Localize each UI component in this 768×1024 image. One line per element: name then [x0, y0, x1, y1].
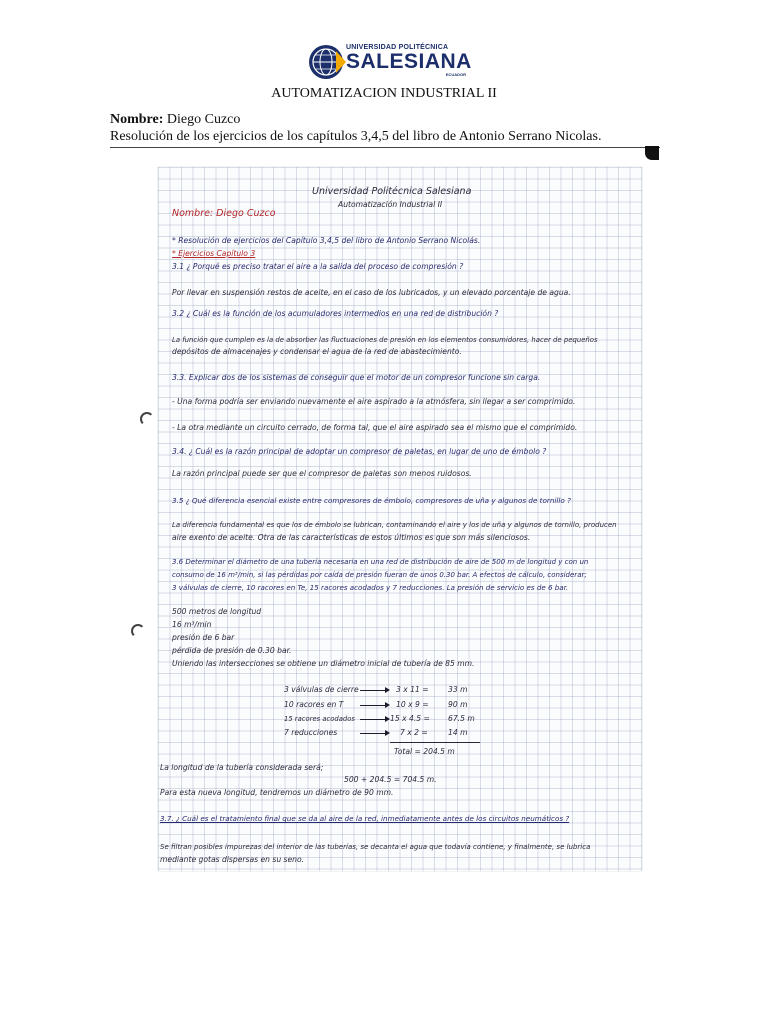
question-3-6-line-1: 3.6 Determinar el diámetro de una tubería necesaria en una red de distribución de aire de 500 m de longitud y con un	[172, 558, 589, 566]
margin-hole-mark	[140, 412, 154, 426]
logo-university-line: UNIVERSIDAD POLITÉCNICA	[346, 44, 449, 51]
table-item: 3 válvulas de cierre	[284, 685, 359, 694]
table-item: 10 racores en T	[284, 700, 344, 709]
question-3-4: 3.4. ¿ Cuál es la razón principal de adoptar un compresor de paletas, en lugar de uno de émbolo ?	[172, 447, 547, 456]
question-3-7: 3.7. ¿ Cuál es el tratamiento final que se da al aire de la red, inmediatamente antes de los circuitos neumáticos ?	[160, 814, 570, 823]
table-result: 90 m	[448, 700, 468, 709]
name-label: Nombre:	[110, 112, 164, 127]
chapter-heading: * Ejercicios Capítulo 3	[172, 249, 256, 258]
arrow-icon	[360, 705, 388, 706]
given-pressure: presión de 6 bar	[172, 633, 235, 642]
table-item: 15 racores acodados	[284, 715, 355, 723]
notebook-name-line: Nombre: Diego Cuzco	[172, 208, 276, 219]
question-3-5: 3.5 ¿ Qué diferencia esencial existe entre compresores de émbolo, compresores de uña y algunos de tornillo ?	[172, 496, 571, 505]
answer-3-2-line-1: La función que cumplen es la de absorber las fluctuaciones de presión en los elementos consumidores, hacer de pequeños	[172, 336, 598, 344]
course-title: AUTOMATIZACION INDUSTRIAL II	[271, 86, 497, 101]
logo-name: SALESIANA	[346, 50, 472, 73]
arrow-icon	[360, 719, 388, 720]
length-calculation: 500 + 204.5 = 704.5 m.	[344, 775, 437, 784]
assignment-description: Resolución de los ejercicios de los capítulos 3,4,5 del libro de Antonio Serrano Nicolas.	[110, 129, 602, 144]
question-3-6-line-2: consumo de 16 m³/min, si las pérdidas por caída de presión fueran de unos 0.30 bar. A efectos de cálculo, considerar;	[172, 571, 587, 579]
arrow-icon	[360, 733, 388, 734]
notebook-intro: * Resolución de ejercicios del Capítulo 3,4,5 del libro de Antonio Serrano Nicolás.	[172, 236, 481, 245]
table-item: 7 reducciones	[284, 728, 338, 737]
diameter-conclusion: Para esta nueva longitud, tendremos un diámetro de 90 mm.	[160, 788, 394, 797]
student-name-line	[110, 112, 240, 128]
calculation-intro: Uniendo las intersecciones se obtiene un diámetro inicial de tubería de 85 mm.	[172, 659, 475, 668]
table-result: 67.5 m	[448, 714, 475, 723]
length-statement: La longitud de la tubería considerada será;	[160, 763, 324, 772]
sum-line	[390, 742, 480, 743]
given-length: 500 metros de longitud	[172, 607, 262, 616]
scanned-notebook-page	[158, 167, 642, 871]
answer-3-3-line-2: - La otra mediante un circuito cerrado, de forma tal, que el aire aspirado sea el mismo que el comprimido.	[172, 423, 578, 432]
table-total: Total = 204.5 m	[394, 747, 455, 756]
answer-3-5-line-1: La diferencia fundamental es que los de émbolo se lubrican, contaminando el aire y los de uña y algunos de tornillo, producen	[172, 521, 617, 529]
table-calc: 7 x 2 =	[400, 728, 428, 737]
table-result: 14 m	[448, 728, 468, 737]
question-3-1: 3.1 ¿ Porqué es preciso tratar el aire a la salida del proceso de compresión ?	[172, 262, 464, 271]
answer-3-7-line-2: mediante gotas dispersas en su seno.	[160, 855, 305, 864]
logo-text	[346, 44, 496, 77]
logo-country: ECUADOR	[445, 72, 466, 77]
table-calc: 15 x 4.5 =	[390, 714, 430, 723]
table-result: 33 m	[448, 685, 468, 694]
question-3-3: 3.3. Explicar dos de los sistemas de conseguir que el motor de un compresor funcione sin carga.	[172, 373, 541, 382]
notebook-title-2: Automatización Industrial II	[338, 200, 443, 209]
given-pressure-loss: pérdida de presión de 0.30 bar.	[172, 646, 292, 655]
answer-3-3-line-1: - Una forma podría ser enviando nuevamente el aire aspirado a la atmósfera, sin llegar a ser comprimido.	[172, 397, 576, 406]
notebook-title-1: Universidad Politécnica Salesiana	[312, 186, 472, 197]
answer-3-4: La razón principal puede ser que el compresor de paletas son menos ruidosos.	[172, 469, 472, 478]
question-3-6-line-3: 3 válvulas de cierre, 10 racores en Te, 15 racores acodados y 7 reducciones. La presión de servicio es de 6 bar.	[172, 583, 569, 592]
answer-3-2-line-2: depósitos de almacenajes y condensar el agua de la red de abastecimiento.	[172, 347, 462, 356]
table-calc: 3 x 11 =	[396, 685, 429, 694]
table-calc: 10 x 9 =	[396, 700, 429, 709]
scan-edge-mark	[645, 146, 659, 160]
question-3-2: 3.2 ¿ Cuál es la función de los acumuladores intermedios en una red de distribución ?	[172, 309, 499, 318]
answer-3-5-line-2: aire exento de aceite. Otra de las características de estos últimos es que son más silenciosos.	[172, 533, 531, 542]
margin-hole-mark	[131, 624, 145, 638]
answer-3-1: Por llevar en suspensión restos de aceite, en el caso de los lubricados, y un elevado porcentaje de agua.	[172, 288, 571, 297]
header-divider	[110, 147, 660, 148]
answer-3-7-line-1: Se filtran posibles impurezas del interior de las tuberías, se decanta el agua que todavía contiene, y finalmente, se lubrica	[160, 843, 591, 851]
arrow-icon	[360, 690, 388, 691]
name-value: Diego Cuzco	[166, 112, 241, 127]
given-flow: 16 m³/min	[172, 620, 212, 629]
